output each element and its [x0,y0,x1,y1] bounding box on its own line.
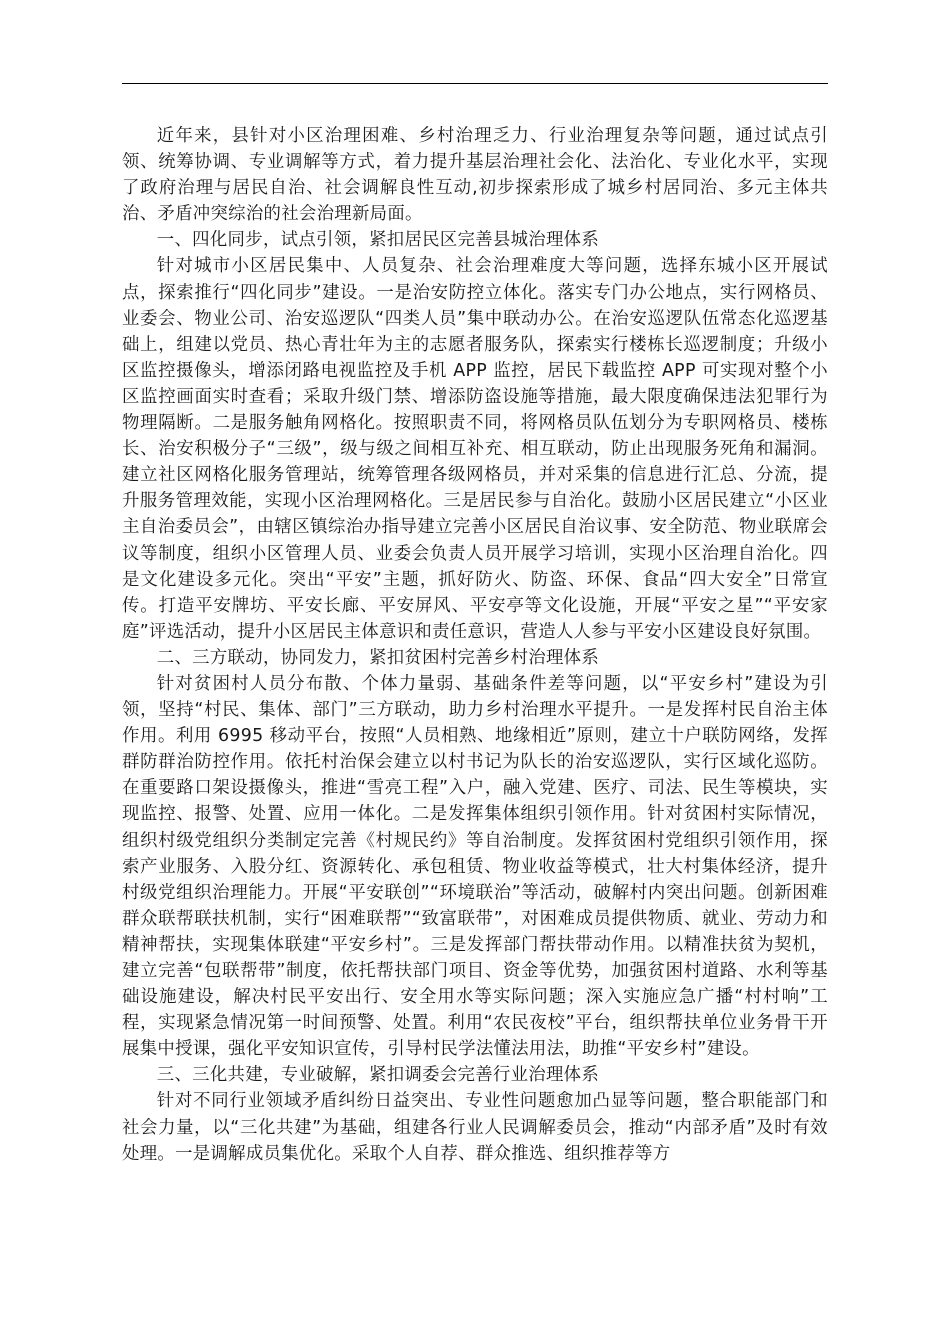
intro-paragraph: 近年来，县针对小区治理困难、乡村治理乏力、行业治理复杂等问题，通过试点引领、统筹协调、专业调解等方式，着力提升基层治理社会化、法治化、专业化水平，实现了政府治理与居民自治、社会调解良性互动,初步探索形成了城乡村居同治、多元主体共治、矛盾冲突综治的社会治理新局面。 [122,126,828,225]
section-heading-3: 三、三化共建，专业破解，紧扣调委会完善行业治理体系 [156,1065,600,1086]
header-rule [122,83,828,84]
section-paragraph-1: 针对城市小区居民集中、人员复杂、社会治理难度大等问题，选择东城小区开展试点，探索推行“四化同步”建设。一是治安防控立体化。落实专门办公地点，实行网格员、业委会、物业公司、治安巡逻队“四类人员”集中联动办公。在治安巡逻队伍常态化巡逻基础上，组建以党员、热心青壮年为主的志愿者服务队，探索实行楼栋长巡逻制度；升级小区监控摄像头，增添闭路电视监控及手机 APP 监控，居民下载监控 APP 可实现对整个小区监控画面实时查看；采取升级门禁、增添防盗设施等措施，最大限度确保违法犯罪行为物理隔断。二是服务触角网格化。按照职责不同，将网格员队伍划分为专职网格员、楼栋长、治安积极分子“三级”，级与级之间相互补充、相互联动，防止出现服务死角和漏洞。建立社区网格化服务管理站，统筹管理各级网格员，并对采集的信息进行汇总、分流，提升服务管理效能，实现小区治理网格化。三是居民参与自治化。鼓励小区居民建立“小区业主自治委员会”，由辖区镇综治办指导建立完善小区居民自治议事、安全防范、物业联席会议等制度，组织小区管理人员、业委会负责人员开展学习培训，实现小区治理自治化。四是文化建设多元化。突出“平安”主题，抓好防火、防盗、环保、食品“四大安全”日常宣传。打造平安牌坊、平安长廊、平安屏风、平安亭等文化设施，开展“平安之星”“平安家庭”评选活动，提升小区居民主体意识和责任意识，营造人人参与平安小区建设良好氛围。 [122,256,828,642]
section-heading-2: 二、三方联动，协同发力，紧扣贫困村完善乡村治理体系 [156,647,600,668]
document-body [122,123,828,1167]
section-heading-1: 一、四化同步，试点引领，紧扣居民区完善县城治理体系 [156,230,600,251]
section-paragraph-3: 针对不同行业领域矛盾纠纷日益突出、专业性问题愈加凸显等问题，整合职能部门和社会力量，以“三化共建”为基础，组建各行业人民调解委员会，推动“内部矛盾”及时有效处理。一是调解成员集优化。采取个人自荐、群众推选、组织推荐等方 [122,1091,828,1164]
section-paragraph-2: 针对贫困村人员分布散、个体力量弱、基础条件差等问题，以“平安乡村”建设为引领，坚持“村民、集体、部门”三方联动，助力乡村治理水平提升。一是发挥村民自治主体作用。利用 6995 移动平台，按照“人员相熟、地缘相近”原则，建立十户联防网络，发挥群防群治防控作用。依托村治保会建立以村书记为队长的治安巡逻队，实行区域化巡防。在重要路口架设摄像头，推进“雪亮工程”入户，融入党建、医疗、司法、民生等模块，实现监控、报警、处置、应用一体化。二是发挥集体组织引领作用。针对贫困村实际情况，组织村级党组织分类制定完善《村规民约》等自治制度。发挥贫困村党组织引领作用，探索产业服务、入股分红、资源转化、承包租赁、物业收益等模式，壮大村集体经济，提升村级党组织治理能力。开展“平安联创”“环境联治”等活动，破解村内突出问题。创新困难群众联帮联扶机制，实行“困难联帮”“致富联带”，对困难成员提供物质、就业、劳动力和精神帮扶，实现集体联建“平安乡村”。三是发挥部门帮扶带动作用。以精准扶贫为契机，建立完善“包联帮带”制度，依托帮扶部门项目、资金等优势，加强贫困村道路、水利等基础设施建设，解决村民平安出行、安全用水等实际问题；深入实施应急广播“村村响”工程，实现紧急情况第一时间预警、处置。利用“农民夜校”平台，组织帮扶单位业务骨干开展集中授课，强化平安知识宣传，引导村民学法懂法用法，助推“平安乡村”建设。 [122,673,828,1060]
